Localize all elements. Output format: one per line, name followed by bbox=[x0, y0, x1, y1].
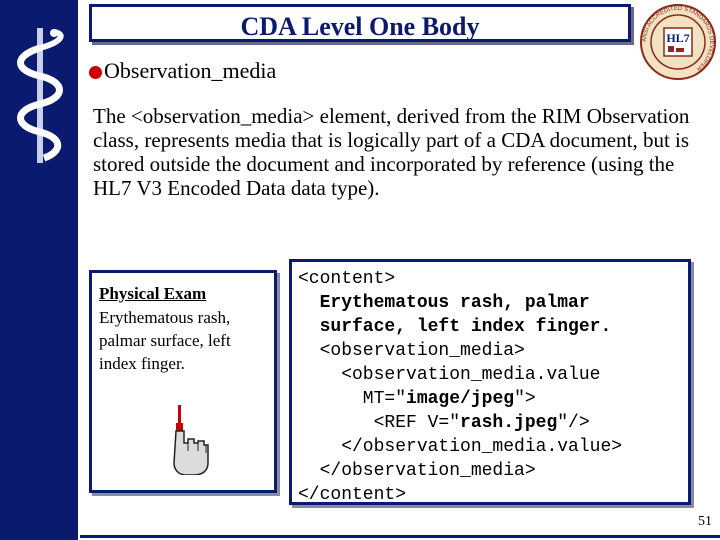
bullet-icon bbox=[89, 66, 102, 79]
code-line: <observation_media> bbox=[298, 341, 525, 361]
left-decorative-band bbox=[0, 0, 80, 540]
code-line: <REF V=" bbox=[298, 413, 461, 433]
code-line: </observation_media> bbox=[298, 461, 536, 481]
caduceus-icon bbox=[4, 28, 76, 163]
code-line: <observation_media.value bbox=[298, 365, 601, 385]
code-line: surface, left index finger. bbox=[298, 317, 612, 337]
code-line: MT=" bbox=[298, 389, 407, 409]
physical-exam-heading: Physical Exam bbox=[99, 284, 207, 303]
svg-text:ANSI ACCREDITED STANDARDS DEVE: ANSI ACCREDITED STANDARDS DEVELOPER bbox=[641, 5, 715, 72]
code-line: </observation_media.value> bbox=[298, 437, 623, 457]
physical-exam-text: Erythematous rash, palmar surface, left index finger. bbox=[99, 308, 231, 373]
svg-text:HL7: HL7 bbox=[666, 31, 690, 45]
code-line: "/> bbox=[557, 413, 590, 433]
band-divider bbox=[78, 0, 80, 540]
code-value: rash.jpeg bbox=[460, 413, 558, 433]
slide-number: 51 bbox=[698, 514, 712, 529]
code-example-box bbox=[289, 259, 691, 505]
body-paragraph: The <observation_media> element, derived from the RIM Observation class, represents media that is logically part of a CDA document, but is stored outside the document and incorporated by reference (using the HL7 V3 Encoded Data data type). bbox=[93, 104, 690, 200]
code-value: image/jpeg bbox=[406, 389, 515, 409]
title-box bbox=[89, 4, 631, 42]
hl7-seal-logo bbox=[637, 2, 719, 82]
bottom-rule bbox=[80, 535, 720, 538]
code-line: <content> bbox=[298, 269, 396, 289]
bullet-heading: Observation_media bbox=[104, 58, 277, 83]
code-line: "> bbox=[514, 389, 536, 409]
hand-pointing-icon bbox=[164, 405, 214, 475]
code-line: Erythematous rash, palmar bbox=[298, 293, 590, 313]
code-line: </content> bbox=[298, 485, 407, 505]
physical-exam-box bbox=[89, 270, 277, 493]
slide-title: CDA Level One Body bbox=[240, 12, 480, 41]
code-block bbox=[298, 267, 622, 507]
